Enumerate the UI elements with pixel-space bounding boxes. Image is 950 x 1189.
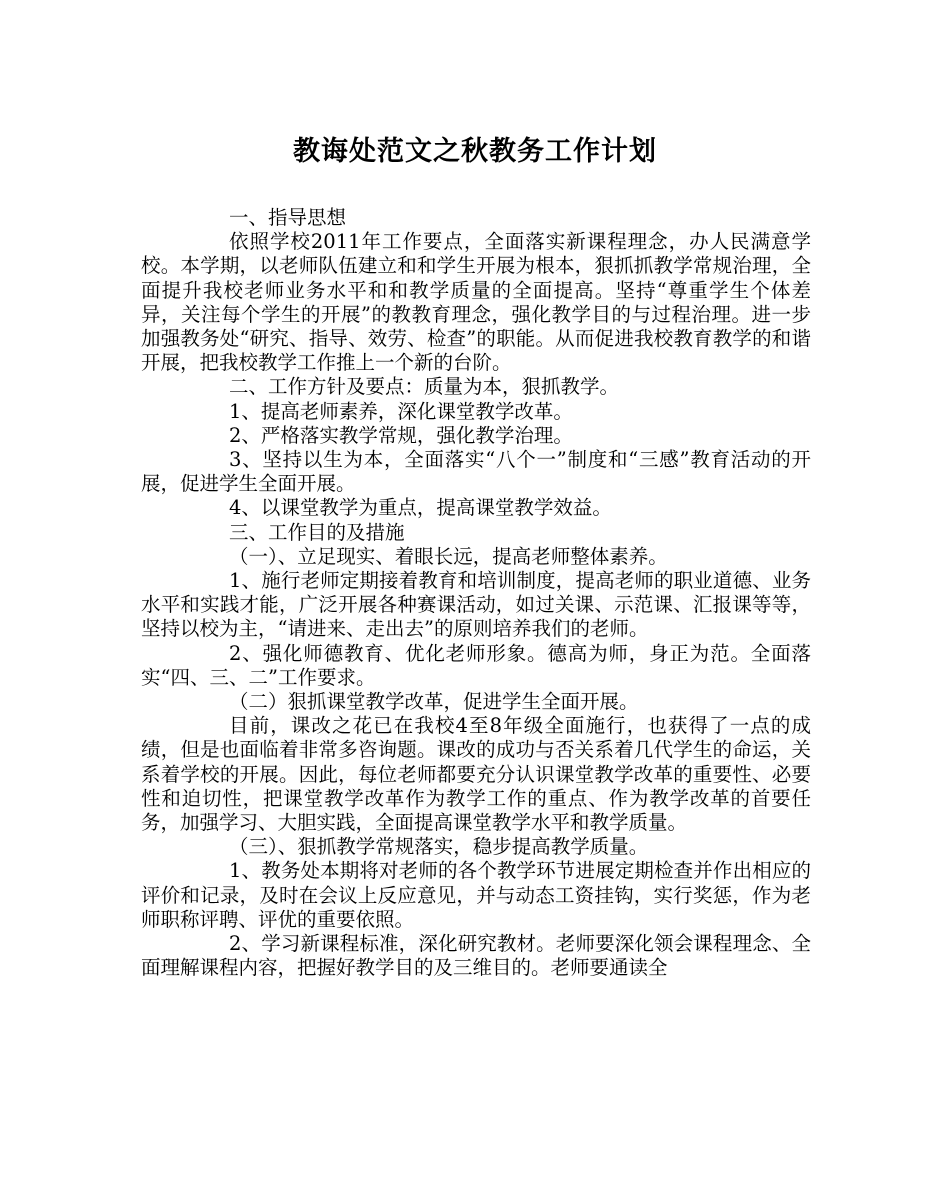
subsection-heading-3: （三）、狠抓教学常规落实，稳步提高教学质量。 bbox=[229, 835, 649, 859]
paragraph-curriculum-reform: 目前，课改之花已在我校4至8年级全面施行，也获得了一点的成绩，但是也面临着非常多咨询题。课改的成功与否关系着几代学生的命运，关系着学校的开展。因此，每位老师都要充分认识课堂教学改革的重要性、必要性和迫切性，把课堂教学改革作为教学工作的重点、作为教学改革的首要任务，加强学习、大胆实践，全面提高课堂教学水平和教学质量。 bbox=[141, 714, 811, 835]
paragraph-teacher-ethics: 2、强化师德教育、优化老师形象。德高为师，身正为范。全面落实“四、三、二”工作要求。 bbox=[141, 641, 811, 689]
section-heading-3: 三、工作目的及措施 bbox=[229, 520, 405, 544]
section-heading-2: 二、工作方针及要点：质量为本，狠抓教学。 bbox=[229, 375, 620, 399]
paragraph-guiding-thought: 依照学校2011年工作要点，全面落实新课程理念，办人民满意学校。本学期，以老师队伍建立和和学生开展为根本，狠抓抓教学常规治理，全面提升我校老师业务水平和和教学质量的全面提高。坚持“尊重学生个体差异，关注每个学生的开展”的教教育理念，强化教学目的与过程治理。进一步加强教务处“研究、指导、效劳、检查”的职能。从而促进我校教育教学的和谐开展，把我校教学工作推上一个新的台阶。 bbox=[141, 230, 811, 375]
list-item-4: 4、以课堂教学为重点，提高课堂教学效益。 bbox=[229, 496, 612, 520]
paragraph-teaching-inspection: 1、教务处本期将对老师的各个教学环节进展定期检查并作出相应的评价和记录，及时在会议上反应意见，并与动态工资挂钩，实行奖惩，作为老师职称评聘、评优的重要依照。 bbox=[141, 859, 811, 931]
document-body bbox=[141, 206, 811, 981]
subsection-heading-1: （一）、立足现实、着眼长远，提高老师整体素养。 bbox=[229, 544, 668, 568]
paragraph-teacher-training: 1、施行老师定期接着教育和培训制度，提高老师的职业道德、业务水平和实践才能，广泛开展各种赛课活动，如过关课、示范课、汇报课等等，坚持以校为主，“请进来、走出去”的原则培养我们的老师。 bbox=[141, 569, 811, 641]
list-item-2: 2、严格落实教学常规，强化教学治理。 bbox=[229, 423, 573, 447]
list-item-1: 1、提高老师素养，深化课堂教学改革。 bbox=[229, 399, 573, 423]
list-item-3: 3、坚持以生为本，全面落实“八个一”制度和“三感”教育活动的开展，促进学生全面开展。 bbox=[141, 448, 811, 496]
section-heading-1: 一、指导思想 bbox=[229, 206, 347, 229]
paragraph-curriculum-standards: 2、学习新课程标准，深化研究教材。老师要深化领会课程理念、全面理解课程内容，把握好教学目的及三维目的。老师要通读全 bbox=[141, 932, 811, 980]
subsection-heading-2: （二）狠抓课堂教学改革，促进学生全面开展。 bbox=[229, 690, 639, 714]
document-title: 教诲处范文之秋教务工作计划 bbox=[293, 136, 657, 167]
